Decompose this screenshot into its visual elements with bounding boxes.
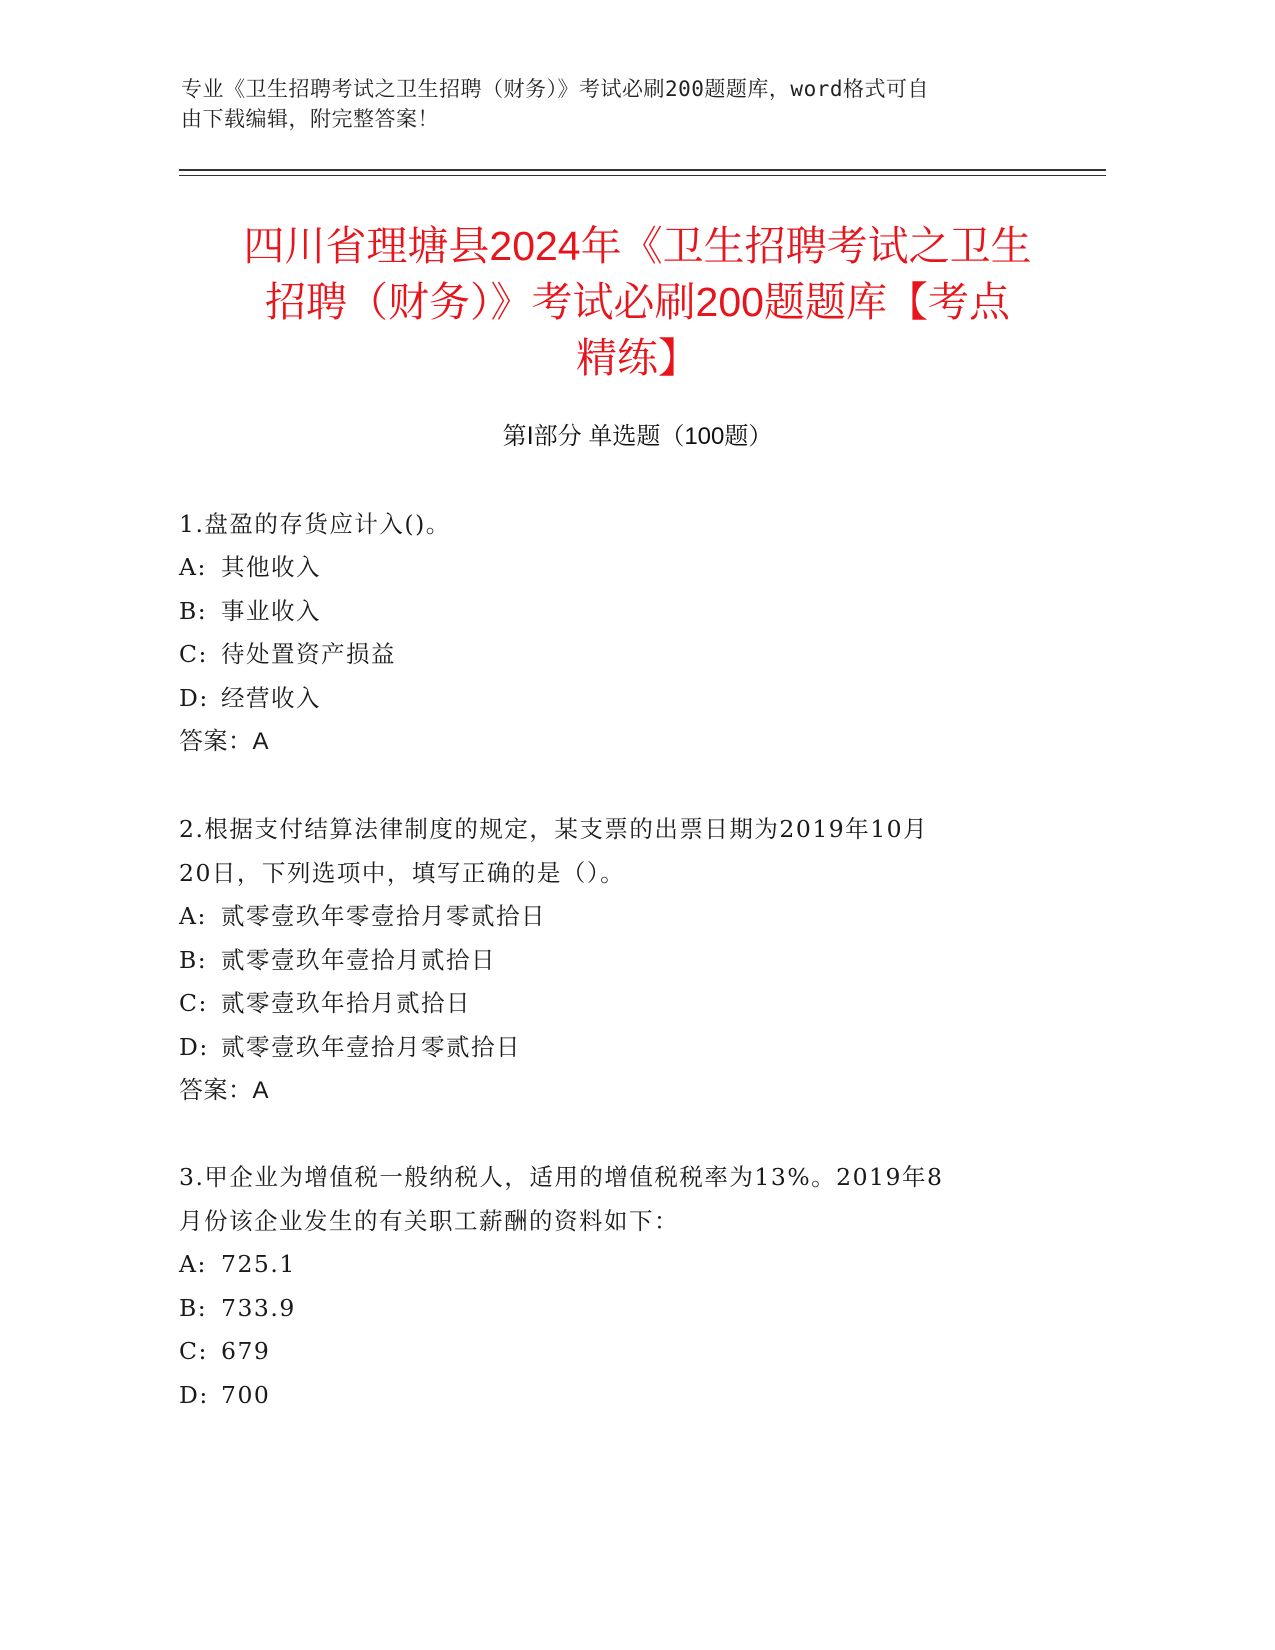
option-letter: B:	[179, 1293, 208, 1322]
option-text: 待处置资产损益	[221, 640, 396, 668]
document-title-line-2: 招聘（财务）》考试必刷200题题库【考点	[265, 279, 1010, 325]
option-text: 贰零壹玖年零壹拾月零贰拾日	[221, 902, 546, 930]
option-letter: D:	[179, 1380, 209, 1409]
option-b	[179, 939, 1039, 983]
option-letter: A:	[179, 1250, 207, 1278]
question-3	[179, 1155, 1039, 1417]
section-heading: 第Ⅰ部分 单选题（100题）	[502, 423, 773, 450]
header-rule-thin	[179, 175, 1106, 176]
option-letter: A:	[179, 902, 207, 930]
answer-line: 答案：A	[179, 1077, 270, 1104]
option-text: 贰零壹玖年壹拾月贰拾日	[221, 945, 496, 974]
option-d	[179, 1374, 1039, 1418]
option-text: 733.9	[221, 1293, 296, 1322]
option-c	[179, 982, 1039, 1026]
option-letter: B:	[179, 596, 208, 625]
question-stem: 1.盘盈的存货应计入()。	[179, 510, 451, 538]
question-stem-line-2: 月份该企业发生的有关职工薪酬的资料如下：	[179, 1207, 679, 1235]
option-text: 贰零壹玖年壹拾月零贰拾日	[221, 1032, 521, 1061]
option-d	[179, 1026, 1039, 1070]
header-note-line-1: 专业《卫生招聘考试之卫生招聘（财务）》考试必刷200题题库，word格式可自	[181, 77, 929, 101]
option-letter: D:	[179, 683, 209, 712]
option-letter: A:	[179, 553, 207, 581]
option-a	[179, 546, 1039, 590]
option-c	[179, 633, 1039, 677]
option-letter: B:	[179, 945, 208, 974]
option-a	[179, 1243, 1039, 1287]
question-stem-line-1: 3.甲企业为增值税一般纳税人，适用的增值税税率为13%。2019年8	[179, 1163, 944, 1191]
option-c	[179, 1330, 1039, 1374]
option-text: 经营收入	[221, 683, 321, 712]
document-title	[160, 218, 1115, 386]
question-stem-line-2: 20日，下列选项中，填写正确的是（）。	[179, 859, 626, 887]
option-b	[179, 590, 1039, 634]
option-letter: C:	[179, 989, 208, 1017]
question-stem-line-1: 2.根据支付结算法律制度的规定，某支票的出票日期为2019年10月	[179, 815, 929, 843]
header-note	[181, 74, 1081, 134]
question-2	[179, 807, 1039, 1113]
option-text: 700	[221, 1380, 271, 1409]
header-rule-thick	[179, 169, 1106, 171]
option-text: 其他收入	[221, 553, 321, 581]
option-d	[179, 677, 1039, 721]
option-letter: C:	[179, 1337, 208, 1365]
option-b	[179, 1287, 1039, 1331]
option-text: 725.1	[221, 1250, 296, 1278]
option-text: 679	[221, 1337, 271, 1365]
option-letter: C:	[179, 640, 208, 668]
document-title-line-1: 四川省理塘县2024年《卫生招聘考试之卫生	[243, 223, 1032, 269]
header-note-line-2: 由下载编辑，附完整答案！	[181, 107, 439, 131]
option-a	[179, 895, 1039, 939]
option-letter: D:	[179, 1032, 209, 1061]
option-text: 贰零壹玖年拾月贰拾日	[221, 989, 471, 1017]
document-title-line-3: 精练】	[576, 335, 699, 381]
option-text: 事业收入	[221, 596, 321, 625]
question-1	[179, 502, 1039, 764]
answer-line: 答案：A	[179, 728, 270, 755]
